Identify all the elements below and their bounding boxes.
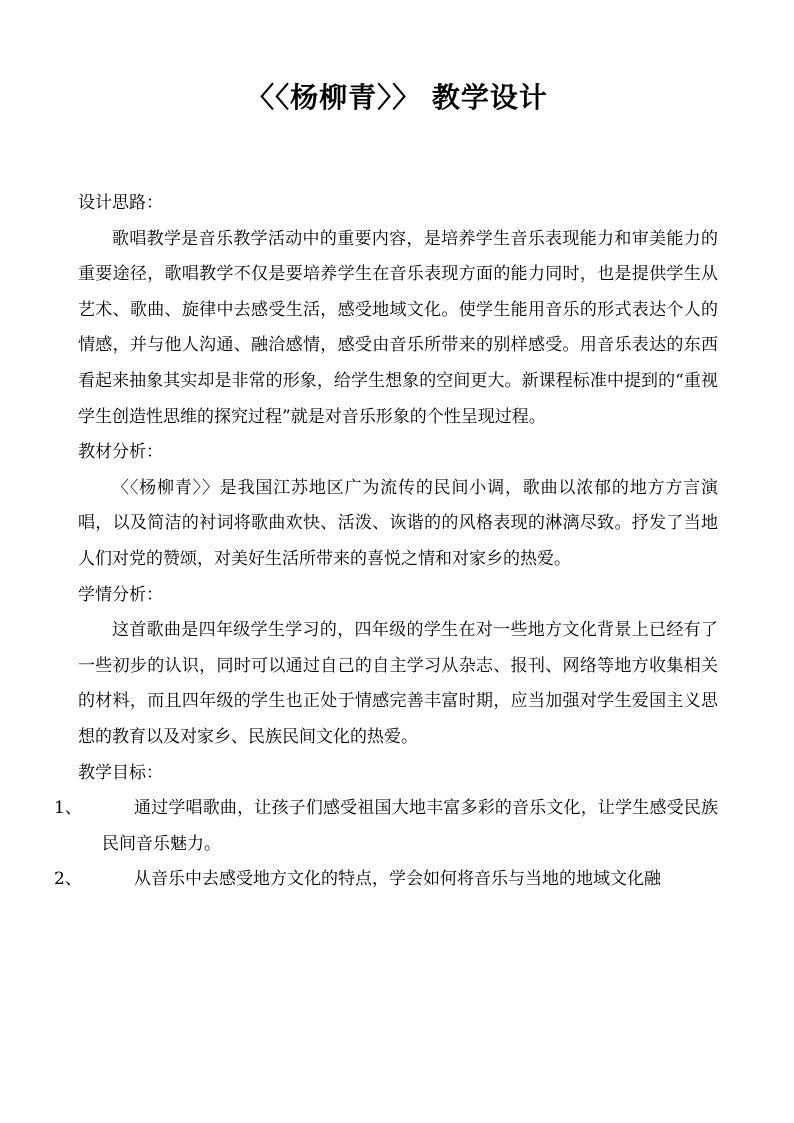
list-text: 通过学唱歌曲，让孩子们感受祖国大地丰富多彩的音乐文化，让学生感受民族民间音乐魅力。 bbox=[102, 798, 718, 854]
list-text: 从音乐中去感受地方文化的特点，学会如何将音乐与当地的地域文化融 bbox=[134, 869, 661, 890]
section-teaching-goals bbox=[54, 756, 718, 898]
paragraph: 歌唱教学是音乐教学活动中的重要内容，是培养学生音乐表现能力和审美能力的重要途径，歌唱教学不仅是要培养学生在音乐表现方面的能力同时，也是提供学生从艺术、歌曲、旋律中去感受生活，感受地域文化。使学生能用音乐的形式表达个人的情感，并与他人沟通、融洽感情，感受由音乐所带来的别样感受。用音乐表达的东西看起来抽象其实却是非常的形象，给学生想象的空间更大。新课程标准中提到的“重视学生创造性思维的探究过程”就是对音乐形象的个性呈现过程。 bbox=[78, 228, 718, 427]
list-item bbox=[54, 791, 718, 862]
list-number: 1、 bbox=[54, 798, 82, 819]
list-item bbox=[54, 862, 718, 898]
paragraph: 这首歌曲是四年级学生学习的，四年级的学生在对一些地方文化背景上已经有了一些初步的认识，同时可以通过自己的自主学习从杂志、报刊、网络等地方收集相关的材料，而且四年级的学生也正处于情感完善丰富时期，应当加强对学生爱国主义思想的教育以及对家乡、民族民间文化的热爱。 bbox=[78, 620, 718, 747]
document-title: 〈〈杨柳青〉〉 教学设计 bbox=[246, 81, 548, 114]
section-heading: 设计思路： bbox=[78, 193, 163, 213]
section-heading: 教材分析： bbox=[78, 442, 163, 463]
section-material-analysis bbox=[78, 435, 718, 577]
paragraph: 〈〈杨柳青〉〉是我国江苏地区广为流传的民间小调，歌曲以浓郁的地方方言演唱，以及简洁的衬词将歌曲欢快、活泼、诙谐的的风格表现的淋漓尽致。抒发了当地人们对党的赞颂，对美好生活所带来的喜悦之情和对家乡的热爱。 bbox=[78, 477, 718, 569]
section-heading: 教学目标： bbox=[78, 762, 163, 783]
list-number: 2、 bbox=[54, 869, 82, 890]
section-heading: 学情分析： bbox=[78, 584, 163, 605]
section-learner-analysis bbox=[78, 578, 718, 756]
section-design-idea bbox=[78, 186, 718, 435]
document-body bbox=[54, 186, 718, 898]
